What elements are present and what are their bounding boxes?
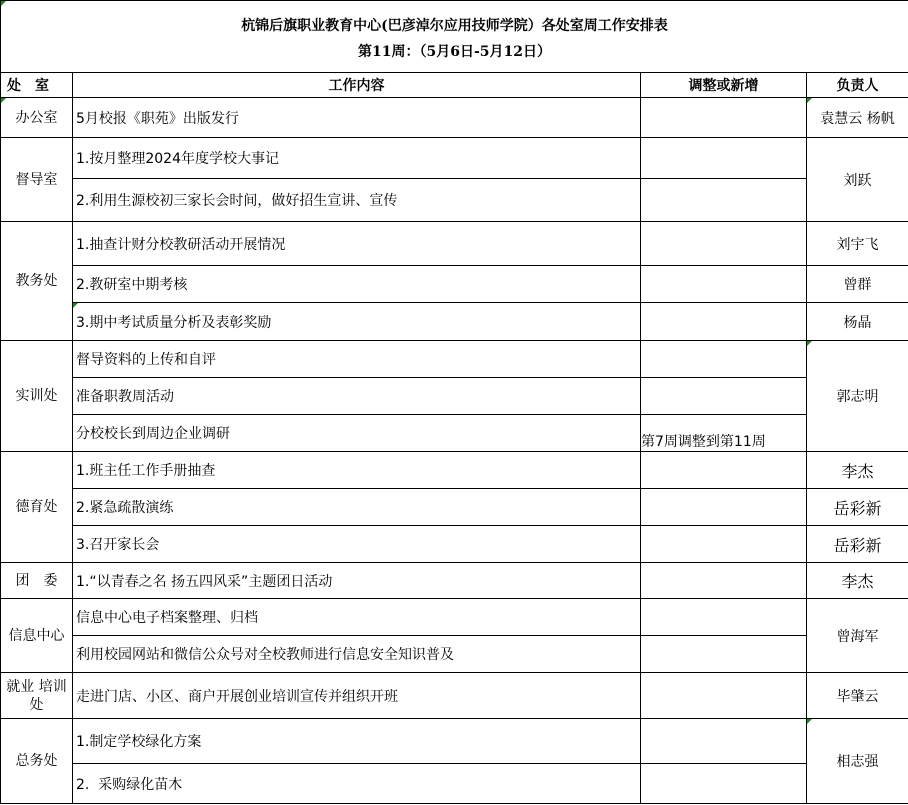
owner-cell[interactable]: 曾海军 [807,599,908,673]
table-row [1,138,908,179]
adjust-cell[interactable] [641,563,807,599]
owner-cell[interactable]: 岳彩新 [807,489,908,526]
owner-cell[interactable]: 袁慧云 杨帆 [807,98,908,138]
header-adjust[interactable]: 调整或新增 [641,73,807,98]
table-row [1,222,908,266]
task-cell[interactable]: 分校校长到周边企业调研 [73,415,641,452]
owner-cell[interactable]: 刘跃 [807,138,908,222]
table-row [1,415,908,452]
dept-cell-youth-league[interactable]: 团 委 [1,563,73,599]
adjust-cell[interactable] [641,599,807,636]
task-cell[interactable]: 3.召开家长会 [73,526,641,563]
dept-cell-info-center[interactable]: 信息中心 [1,599,73,673]
title-cell[interactable] [1,1,908,73]
owner-cell[interactable]: 岳彩新 [807,526,908,563]
adjust-cell[interactable] [641,266,807,303]
owner-cell[interactable]: 杨晶 [807,303,908,341]
owner-cell[interactable]: 李杰 [807,563,908,599]
adjust-cell[interactable] [641,98,807,138]
adjust-cell[interactable] [641,179,807,222]
header-dept[interactable]: 处 室 [1,73,73,98]
table-row [1,719,908,764]
dept-cell-supervision[interactable]: 督导室 [1,138,73,222]
table-row [1,636,908,673]
dept-cell-practical-training[interactable]: 实训处 [1,341,73,452]
task-cell[interactable]: 督导资料的上传和自评 [73,341,641,378]
task-cell[interactable]: 走进门店、小区、商户开展创业培训宣传并组织开班 [73,673,641,719]
task-cell[interactable]: 1.抽查计财分校教研活动开展情况 [73,222,641,266]
adjust-cell[interactable] [641,489,807,526]
owner-cell[interactable]: 相志强 [807,719,908,804]
adjust-cell[interactable] [641,378,807,415]
table-row [1,452,908,489]
adjust-cell[interactable] [641,673,807,719]
dept-cell-academic-affairs[interactable]: 教务处 [1,222,73,341]
table-row [1,266,908,303]
owner-cell[interactable]: 毕肇云 [807,673,908,719]
adjust-cell[interactable] [641,222,807,266]
table-row [1,764,908,804]
header-content[interactable]: 工作内容 [73,73,641,98]
task-cell[interactable]: 2. 采购绿化苗木 [73,764,641,804]
task-cell[interactable]: 1.班主任工作手册抽查 [73,452,641,489]
task-cell[interactable]: 1.“以青春之名 扬五四风采”主题团日活动 [73,563,641,599]
task-cell[interactable]: 3.期中考试质量分析及表彰奖励 [73,303,641,341]
table-row [1,673,908,719]
table-row [1,563,908,599]
adjust-cell[interactable] [641,719,807,764]
title-line-1: 杭锦后旗职业教育中心(巴彦淖尔应用技师学院）各处室周工作安排表 [241,17,668,34]
dept-cell-moral-education[interactable]: 德育处 [1,452,73,563]
table-row [1,98,908,138]
task-cell[interactable]: 准备职教周活动 [73,378,641,415]
column-header-row [1,73,908,98]
table-row [1,303,908,341]
adjust-cell[interactable] [641,526,807,563]
adjust-cell[interactable]: 第7周调整到第11周 [641,415,807,452]
task-cell[interactable]: 信息中心电子档案整理、归档 [73,599,641,636]
table-row [1,341,908,378]
dept-cell-office[interactable]: 办公室 [1,98,73,138]
task-cell[interactable]: 2.紧急疏散演练 [73,489,641,526]
task-cell[interactable]: 2.教研室中期考核 [73,266,641,303]
adjust-cell[interactable] [641,138,807,179]
task-cell[interactable]: 2.利用生源校初三家长会时间，做好招生宣讲、宣传 [73,179,641,222]
task-cell[interactable]: 1.制定学校绿化方案 [73,719,641,764]
owner-cell[interactable]: 郭志明 [807,341,908,452]
adjust-cell[interactable] [641,636,807,673]
owner-cell[interactable]: 李杰 [807,452,908,489]
table-row [1,378,908,415]
task-cell[interactable]: 利用校园网站和微信公众号对全校教师进行信息安全知识普及 [73,636,641,673]
table-row [1,489,908,526]
title-line-2: 第11周：（5月6日-5月12日） [358,43,551,60]
task-cell[interactable]: 5月校报《职苑》出版发行 [73,98,641,138]
adjust-cell[interactable] [641,452,807,489]
dept-cell-general-affairs[interactable]: 总务处 [1,719,73,804]
table-row [1,599,908,636]
owner-cell[interactable]: 曾群 [807,266,908,303]
title-row [1,1,908,73]
owner-cell[interactable]: 刘宇飞 [807,222,908,266]
task-cell[interactable]: 1.按月整理2024年度学校大事记 [73,138,641,179]
adjust-cell[interactable] [641,341,807,378]
dept-cell-employment-training[interactable]: 就业 培训处 [1,673,73,719]
adjust-cell[interactable] [641,764,807,804]
table-row [1,179,908,222]
table-row [1,526,908,563]
header-owner[interactable]: 负责人 [807,73,908,98]
adjust-cell[interactable] [641,303,807,341]
